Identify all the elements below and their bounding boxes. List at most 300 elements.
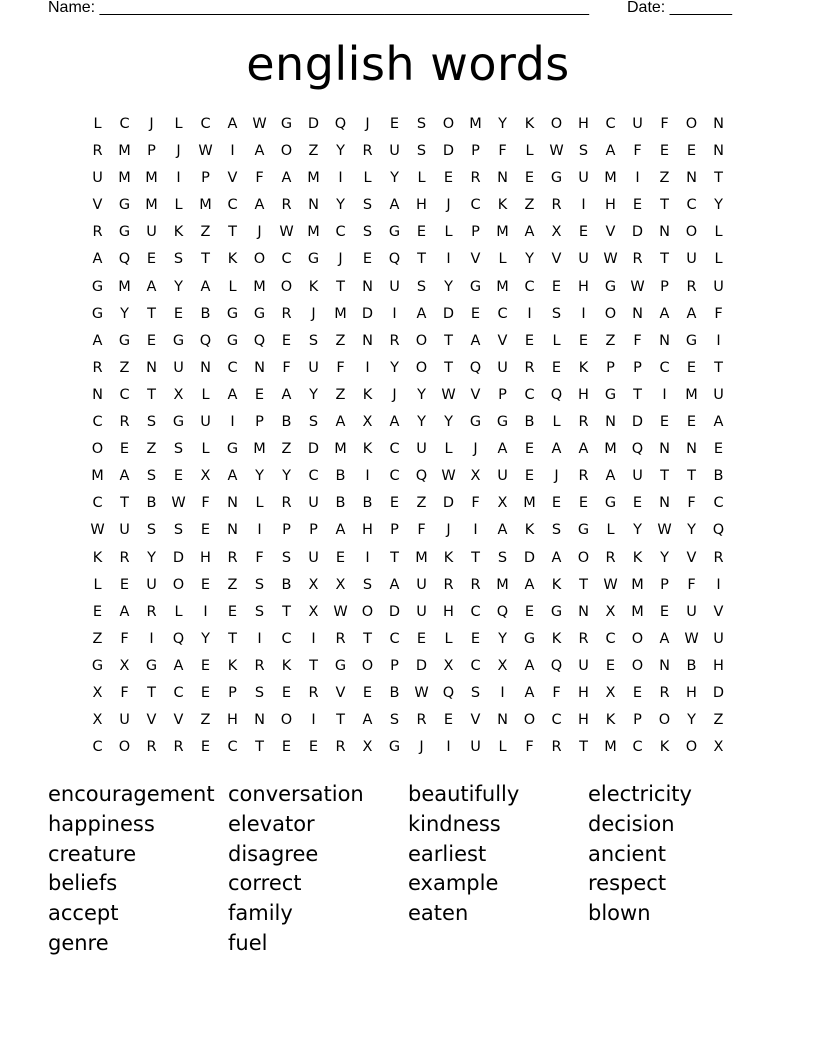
grid-letter[interactable]: N bbox=[146, 359, 157, 376]
grid-letter[interactable]: H bbox=[578, 386, 589, 403]
grid-letter[interactable]: W bbox=[198, 143, 213, 160]
grid-letter[interactable]: Y bbox=[309, 386, 318, 403]
grid-letter[interactable]: E bbox=[146, 332, 157, 349]
grid-letter[interactable]: W bbox=[441, 386, 456, 403]
grid-letter[interactable]: G bbox=[604, 495, 617, 512]
grid-letter[interactable]: C bbox=[524, 386, 535, 403]
grid-letter[interactable]: C bbox=[281, 251, 292, 268]
grid-letter[interactable]: E bbox=[524, 332, 535, 349]
grid-letter[interactable]: Y bbox=[714, 197, 723, 214]
grid-letter[interactable]: H bbox=[713, 657, 724, 674]
grid-letter[interactable]: D bbox=[172, 549, 185, 566]
grid-letter[interactable]: N bbox=[659, 441, 670, 458]
grid-letter[interactable]: X bbox=[470, 468, 481, 485]
grid-letter[interactable]: U bbox=[416, 441, 427, 458]
grid-letter[interactable]: A bbox=[254, 197, 265, 214]
grid-letter[interactable]: D bbox=[415, 657, 428, 674]
grid-letter[interactable]: P bbox=[282, 522, 291, 539]
grid-letter[interactable]: A bbox=[713, 414, 724, 431]
grid-letter[interactable]: I bbox=[311, 630, 316, 647]
grid-letter[interactable]: E bbox=[632, 495, 643, 512]
grid-letter[interactable]: M bbox=[118, 278, 131, 295]
grid-letter[interactable]: X bbox=[605, 603, 616, 620]
grid-letter[interactable]: I bbox=[311, 712, 316, 729]
grid-letter[interactable]: N bbox=[659, 657, 670, 674]
grid-letter[interactable]: I bbox=[635, 170, 640, 187]
grid-letter[interactable]: K bbox=[659, 739, 670, 756]
grid-letter[interactable]: I bbox=[581, 305, 586, 322]
grid-letter[interactable]: O bbox=[415, 332, 428, 349]
grid-letter[interactable]: A bbox=[524, 657, 535, 674]
grid-letter[interactable]: D bbox=[361, 305, 374, 322]
grid-letter[interactable]: S bbox=[146, 468, 157, 485]
grid-letter[interactable]: J bbox=[311, 305, 316, 322]
grid-letter[interactable]: O bbox=[685, 224, 698, 241]
grid-letter[interactable]: L bbox=[228, 278, 237, 295]
grid-letter[interactable]: O bbox=[523, 712, 536, 729]
grid-letter[interactable]: D bbox=[307, 441, 320, 458]
grid-letter[interactable]: W bbox=[90, 522, 105, 539]
grid-letter[interactable]: Y bbox=[444, 278, 453, 295]
grid-letter[interactable]: S bbox=[578, 143, 589, 160]
grid-letter[interactable]: V bbox=[227, 170, 238, 187]
grid-letter[interactable]: Y bbox=[336, 197, 345, 214]
grid-letter[interactable]: F bbox=[633, 332, 642, 349]
grid-letter[interactable]: I bbox=[257, 630, 262, 647]
grid-letter[interactable]: A bbox=[416, 305, 427, 322]
grid-letter[interactable]: T bbox=[309, 657, 318, 674]
grid-letter[interactable]: S bbox=[470, 684, 481, 701]
grid-letter[interactable]: O bbox=[91, 441, 104, 458]
grid-letter[interactable]: S bbox=[389, 712, 400, 729]
grid-letter[interactable]: R bbox=[470, 576, 481, 593]
grid-letter[interactable]: D bbox=[631, 414, 644, 431]
grid-letter[interactable]: X bbox=[308, 603, 319, 620]
grid-letter[interactable]: R bbox=[119, 549, 130, 566]
grid-letter[interactable]: C bbox=[659, 359, 670, 376]
grid-letter[interactable]: J bbox=[419, 739, 424, 756]
grid-letter[interactable]: X bbox=[713, 739, 724, 756]
grid-letter[interactable]: C bbox=[173, 684, 184, 701]
grid-letter[interactable]: C bbox=[92, 739, 103, 756]
grid-letter[interactable]: Y bbox=[390, 170, 399, 187]
grid-letter[interactable]: C bbox=[389, 468, 400, 485]
grid-letter[interactable]: G bbox=[172, 414, 185, 431]
grid-letter[interactable]: P bbox=[201, 170, 210, 187]
grid-letter[interactable]: Z bbox=[605, 332, 616, 349]
grid-letter[interactable]: L bbox=[444, 224, 453, 241]
grid-letter[interactable]: S bbox=[497, 549, 508, 566]
grid-letter[interactable]: C bbox=[470, 603, 481, 620]
grid-letter[interactable]: Q bbox=[496, 603, 509, 620]
grid-letter[interactable]: G bbox=[118, 197, 131, 214]
grid-letter[interactable]: W bbox=[603, 576, 618, 593]
grid-letter[interactable]: R bbox=[632, 251, 643, 268]
grid-letter[interactable]: U bbox=[173, 359, 184, 376]
grid-letter[interactable]: S bbox=[362, 224, 373, 241]
grid-letter[interactable]: U bbox=[389, 278, 400, 295]
grid-letter[interactable]: I bbox=[662, 386, 667, 403]
grid-letter[interactable]: L bbox=[525, 143, 534, 160]
grid-letter[interactable]: O bbox=[550, 116, 563, 132]
grid-letter[interactable]: C bbox=[470, 197, 481, 214]
grid-letter[interactable]: U bbox=[713, 386, 724, 403]
grid-letter[interactable]: H bbox=[578, 278, 589, 295]
grid-letter[interactable]: Z bbox=[416, 495, 427, 512]
grid-letter[interactable]: Y bbox=[525, 251, 534, 268]
grid-letter[interactable]: F bbox=[687, 495, 696, 512]
grid-letter[interactable]: A bbox=[227, 116, 238, 132]
grid-letter[interactable]: S bbox=[254, 576, 265, 593]
grid-letter[interactable]: T bbox=[147, 386, 156, 403]
grid-letter[interactable]: A bbox=[551, 549, 562, 566]
grid-letter[interactable]: E bbox=[470, 305, 481, 322]
grid-letter[interactable]: N bbox=[254, 712, 265, 729]
grid-letter[interactable]: M bbox=[253, 441, 266, 458]
grid-letter[interactable]: Q bbox=[712, 522, 725, 539]
grid-letter[interactable]: E bbox=[281, 332, 292, 349]
grid-letter[interactable]: P bbox=[255, 414, 264, 431]
grid-letter[interactable]: D bbox=[442, 305, 455, 322]
grid-letter[interactable]: T bbox=[255, 739, 264, 756]
grid-letter[interactable]: X bbox=[335, 576, 346, 593]
grid-letter[interactable]: T bbox=[228, 224, 237, 241]
grid-letter[interactable]: S bbox=[173, 441, 184, 458]
grid-letter[interactable]: V bbox=[686, 549, 697, 566]
grid-letter[interactable]: T bbox=[660, 468, 669, 485]
grid-letter[interactable]: L bbox=[552, 414, 561, 431]
grid-letter[interactable]: G bbox=[145, 657, 158, 674]
grid-letter[interactable]: E bbox=[362, 251, 373, 268]
grid-letter[interactable]: A bbox=[524, 684, 535, 701]
grid-letter[interactable]: H bbox=[578, 712, 589, 729]
grid-letter[interactable]: G bbox=[307, 251, 320, 268]
grid-letter[interactable]: G bbox=[91, 278, 104, 295]
grid-letter[interactable]: A bbox=[524, 576, 535, 593]
grid-letter[interactable]: I bbox=[230, 143, 235, 160]
grid-letter[interactable]: Z bbox=[119, 359, 130, 376]
grid-letter[interactable]: G bbox=[523, 630, 536, 647]
grid-letter[interactable]: T bbox=[579, 576, 588, 593]
grid-letter[interactable]: G bbox=[388, 224, 401, 241]
grid-letter[interactable]: C bbox=[470, 657, 481, 674]
grid-letter[interactable]: M bbox=[604, 739, 617, 756]
grid-letter[interactable]: R bbox=[713, 549, 724, 566]
grid-letter[interactable]: X bbox=[92, 684, 103, 701]
grid-letter[interactable]: Y bbox=[417, 386, 426, 403]
grid-letter[interactable]: Z bbox=[227, 576, 238, 593]
grid-letter[interactable]: S bbox=[173, 522, 184, 539]
grid-letter[interactable]: O bbox=[280, 712, 293, 729]
grid-letter[interactable]: A bbox=[227, 468, 238, 485]
grid-letter[interactable]: E bbox=[551, 278, 562, 295]
grid-letter[interactable]: T bbox=[201, 251, 210, 268]
grid-letter[interactable]: U bbox=[416, 576, 427, 593]
grid-letter[interactable]: U bbox=[470, 739, 481, 756]
grid-letter[interactable]: I bbox=[176, 170, 181, 187]
grid-letter[interactable]: E bbox=[659, 414, 670, 431]
grid-letter[interactable]: F bbox=[201, 495, 210, 512]
grid-letter[interactable]: M bbox=[415, 549, 428, 566]
grid-letter[interactable]: S bbox=[281, 549, 292, 566]
grid-letter[interactable]: A bbox=[146, 278, 157, 295]
grid-letter[interactable]: E bbox=[470, 630, 481, 647]
grid-letter[interactable]: Y bbox=[417, 414, 426, 431]
grid-letter[interactable]: E bbox=[686, 143, 697, 160]
grid-letter[interactable]: A bbox=[497, 441, 508, 458]
grid-letter[interactable]: R bbox=[524, 359, 535, 376]
grid-letter[interactable]: R bbox=[389, 332, 400, 349]
grid-letter[interactable]: X bbox=[497, 657, 508, 674]
grid-letter[interactable]: N bbox=[632, 305, 643, 322]
grid-letter[interactable]: A bbox=[92, 332, 103, 349]
grid-letter[interactable]: R bbox=[308, 684, 319, 701]
grid-letter[interactable]: W bbox=[684, 630, 699, 647]
grid-letter[interactable]: J bbox=[149, 116, 154, 132]
grid-letter[interactable]: X bbox=[443, 657, 454, 674]
grid-letter[interactable]: Y bbox=[390, 359, 399, 376]
grid-letter[interactable]: N bbox=[362, 278, 373, 295]
grid-letter[interactable]: R bbox=[173, 739, 184, 756]
grid-letter[interactable]: O bbox=[685, 116, 698, 132]
grid-letter[interactable]: I bbox=[365, 359, 370, 376]
grid-letter[interactable]: G bbox=[604, 386, 617, 403]
grid-letter[interactable]: L bbox=[93, 116, 102, 132]
grid-letter[interactable]: N bbox=[659, 224, 670, 241]
grid-letter[interactable]: U bbox=[578, 251, 589, 268]
grid-letter[interactable]: A bbox=[200, 278, 211, 295]
grid-letter[interactable]: P bbox=[390, 657, 399, 674]
grid-letter[interactable]: O bbox=[577, 549, 590, 566]
grid-letter[interactable]: D bbox=[631, 224, 644, 241]
grid-letter[interactable]: U bbox=[146, 224, 157, 241]
grid-letter[interactable]: Z bbox=[281, 441, 292, 458]
grid-letter[interactable]: Y bbox=[282, 468, 291, 485]
grid-letter[interactable]: S bbox=[551, 305, 562, 322]
grid-letter[interactable]: B bbox=[686, 657, 697, 674]
grid-letter[interactable]: N bbox=[713, 116, 724, 132]
grid-letter[interactable]: X bbox=[551, 224, 562, 241]
grid-letter[interactable]: G bbox=[496, 414, 509, 431]
grid-letter[interactable]: A bbox=[173, 657, 184, 674]
grid-letter[interactable]: K bbox=[362, 441, 373, 458]
grid-letter[interactable]: L bbox=[498, 251, 507, 268]
grid-letter[interactable]: Q bbox=[469, 359, 482, 376]
grid-letter[interactable]: J bbox=[446, 522, 451, 539]
grid-letter[interactable]: Z bbox=[200, 224, 211, 241]
grid-letter[interactable]: P bbox=[471, 143, 480, 160]
grid-letter[interactable]: U bbox=[119, 712, 130, 729]
grid-letter[interactable]: F bbox=[255, 549, 264, 566]
grid-letter[interactable]: X bbox=[92, 712, 103, 729]
grid-letter[interactable]: P bbox=[390, 522, 399, 539]
grid-letter[interactable]: V bbox=[551, 251, 562, 268]
grid-letter[interactable]: E bbox=[578, 332, 589, 349]
grid-letter[interactable]: T bbox=[471, 549, 480, 566]
grid-letter[interactable]: X bbox=[362, 739, 373, 756]
grid-letter[interactable]: E bbox=[659, 603, 670, 620]
grid-letter[interactable]: M bbox=[631, 576, 644, 593]
grid-letter[interactable]: K bbox=[92, 549, 103, 566]
grid-letter[interactable]: C bbox=[119, 116, 130, 132]
grid-letter[interactable]: E bbox=[173, 468, 184, 485]
grid-letter[interactable]: A bbox=[605, 468, 616, 485]
grid-letter[interactable]: N bbox=[497, 170, 508, 187]
grid-letter[interactable]: F bbox=[336, 359, 345, 376]
grid-letter[interactable]: C bbox=[200, 116, 211, 132]
grid-letter[interactable]: M bbox=[631, 603, 644, 620]
grid-letter[interactable]: S bbox=[308, 332, 319, 349]
grid-letter[interactable]: E bbox=[524, 170, 535, 187]
grid-letter[interactable]: E bbox=[713, 441, 724, 458]
grid-letter[interactable]: U bbox=[632, 116, 643, 132]
grid-letter[interactable]: K bbox=[497, 197, 508, 214]
grid-letter[interactable]: Y bbox=[201, 630, 210, 647]
grid-letter[interactable]: R bbox=[92, 359, 103, 376]
grid-letter[interactable]: G bbox=[604, 278, 617, 295]
grid-letter[interactable]: T bbox=[714, 170, 723, 187]
grid-letter[interactable]: E bbox=[389, 495, 400, 512]
grid-letter[interactable]: E bbox=[605, 657, 616, 674]
grid-letter[interactable]: T bbox=[363, 630, 372, 647]
grid-letter[interactable]: S bbox=[362, 197, 373, 214]
grid-letter[interactable]: E bbox=[335, 549, 346, 566]
grid-letter[interactable]: C bbox=[227, 197, 238, 214]
grid-letter[interactable]: I bbox=[581, 197, 586, 214]
grid-letter[interactable]: L bbox=[201, 386, 210, 403]
grid-letter[interactable]: X bbox=[605, 684, 616, 701]
grid-letter[interactable]: T bbox=[660, 251, 669, 268]
grid-letter[interactable]: M bbox=[307, 224, 320, 241]
grid-letter[interactable]: H bbox=[605, 197, 616, 214]
grid-letter[interactable]: Q bbox=[415, 468, 428, 485]
grid-letter[interactable]: K bbox=[551, 630, 562, 647]
grid-letter[interactable]: W bbox=[333, 603, 348, 620]
grid-letter[interactable]: C bbox=[497, 305, 508, 322]
grid-letter[interactable]: E bbox=[119, 441, 130, 458]
grid-letter[interactable]: Z bbox=[335, 332, 346, 349]
grid-letter[interactable]: H bbox=[227, 712, 238, 729]
grid-letter[interactable]: R bbox=[92, 143, 103, 160]
grid-letter[interactable]: Q bbox=[199, 332, 212, 349]
grid-letter[interactable]: G bbox=[226, 305, 239, 322]
grid-letter[interactable]: K bbox=[362, 386, 373, 403]
grid-letter[interactable]: U bbox=[497, 359, 508, 376]
grid-letter[interactable]: Q bbox=[631, 441, 644, 458]
grid-letter[interactable]: K bbox=[551, 576, 562, 593]
grid-letter[interactable]: R bbox=[470, 170, 481, 187]
grid-letter[interactable]: U bbox=[632, 468, 643, 485]
grid-letter[interactable]: O bbox=[658, 712, 671, 729]
grid-letter[interactable]: J bbox=[338, 251, 343, 268]
grid-letter[interactable]: S bbox=[173, 251, 184, 268]
grid-letter[interactable]: C bbox=[551, 712, 562, 729]
grid-letter[interactable]: P bbox=[498, 386, 507, 403]
grid-letter[interactable]: A bbox=[254, 143, 265, 160]
grid-letter[interactable]: J bbox=[392, 386, 397, 403]
grid-letter[interactable]: N bbox=[578, 603, 589, 620]
grid-letter[interactable]: F bbox=[120, 630, 129, 647]
grid-letter[interactable]: S bbox=[254, 684, 265, 701]
grid-letter[interactable]: E bbox=[578, 224, 589, 241]
grid-letter[interactable]: T bbox=[390, 549, 399, 566]
grid-letter[interactable]: J bbox=[365, 116, 370, 132]
grid-letter[interactable]: R bbox=[146, 739, 157, 756]
grid-letter[interactable]: U bbox=[119, 522, 130, 539]
grid-letter[interactable]: Q bbox=[550, 657, 563, 674]
grid-letter[interactable]: V bbox=[470, 251, 481, 268]
grid-letter[interactable]: V bbox=[173, 712, 184, 729]
grid-letter[interactable]: Q bbox=[118, 251, 131, 268]
grid-letter[interactable]: Q bbox=[442, 684, 455, 701]
grid-letter[interactable]: G bbox=[469, 414, 482, 431]
grid-letter[interactable]: R bbox=[362, 143, 373, 160]
grid-letter[interactable]: Y bbox=[498, 630, 507, 647]
grid-letter[interactable]: I bbox=[716, 576, 721, 593]
grid-letter[interactable]: N bbox=[659, 332, 670, 349]
grid-letter[interactable]: P bbox=[633, 359, 642, 376]
grid-letter[interactable]: R bbox=[578, 468, 589, 485]
grid-letter[interactable]: E bbox=[146, 251, 157, 268]
grid-letter[interactable]: M bbox=[307, 170, 320, 187]
grid-letter[interactable]: R bbox=[335, 630, 346, 647]
grid-letter[interactable]: M bbox=[523, 495, 536, 512]
grid-letter[interactable]: L bbox=[444, 441, 453, 458]
grid-letter[interactable]: O bbox=[118, 739, 131, 756]
grid-letter[interactable]: A bbox=[551, 441, 562, 458]
grid-letter[interactable]: P bbox=[606, 359, 615, 376]
grid-letter[interactable]: R bbox=[443, 576, 454, 593]
grid-letter[interactable]: O bbox=[604, 305, 617, 322]
grid-letter[interactable]: T bbox=[336, 278, 345, 295]
grid-letter[interactable]: V bbox=[497, 332, 508, 349]
grid-letter[interactable]: A bbox=[119, 468, 130, 485]
grid-letter[interactable]: E bbox=[119, 576, 130, 593]
grid-letter[interactable]: Y bbox=[687, 712, 696, 729]
grid-letter[interactable]: N bbox=[686, 170, 697, 187]
grid-letter[interactable]: T bbox=[444, 359, 453, 376]
grid-letter[interactable]: M bbox=[496, 576, 509, 593]
grid-letter[interactable]: G bbox=[226, 332, 239, 349]
grid-letter[interactable]: N bbox=[659, 495, 670, 512]
grid-letter[interactable]: I bbox=[365, 468, 370, 485]
grid-letter[interactable]: G bbox=[469, 278, 482, 295]
grid-letter[interactable]: S bbox=[146, 414, 157, 431]
grid-letter[interactable]: T bbox=[120, 495, 129, 512]
grid-letter[interactable]: C bbox=[227, 739, 238, 756]
grid-letter[interactable]: M bbox=[145, 170, 158, 187]
grid-letter[interactable]: F bbox=[120, 684, 129, 701]
grid-letter[interactable]: C bbox=[713, 495, 724, 512]
grid-letter[interactable]: R bbox=[578, 630, 589, 647]
grid-letter[interactable]: B bbox=[281, 576, 292, 593]
grid-letter[interactable]: A bbox=[281, 386, 292, 403]
grid-letter[interactable]: T bbox=[660, 197, 669, 214]
grid-letter[interactable]: B bbox=[281, 414, 292, 431]
grid-letter[interactable]: P bbox=[660, 576, 669, 593]
grid-letter[interactable]: M bbox=[118, 143, 131, 160]
grid-letter[interactable]: S bbox=[551, 522, 562, 539]
grid-letter[interactable]: R bbox=[254, 657, 265, 674]
grid-letter[interactable]: K bbox=[524, 522, 535, 539]
grid-letter[interactable]: T bbox=[417, 251, 426, 268]
grid-letter[interactable]: A bbox=[470, 332, 481, 349]
grid-letter[interactable]: O bbox=[685, 739, 698, 756]
grid-letter[interactable]: A bbox=[389, 414, 400, 431]
grid-letter[interactable]: U bbox=[308, 359, 319, 376]
grid-letter[interactable]: O bbox=[280, 143, 293, 160]
grid-letter[interactable]: G bbox=[550, 170, 563, 187]
